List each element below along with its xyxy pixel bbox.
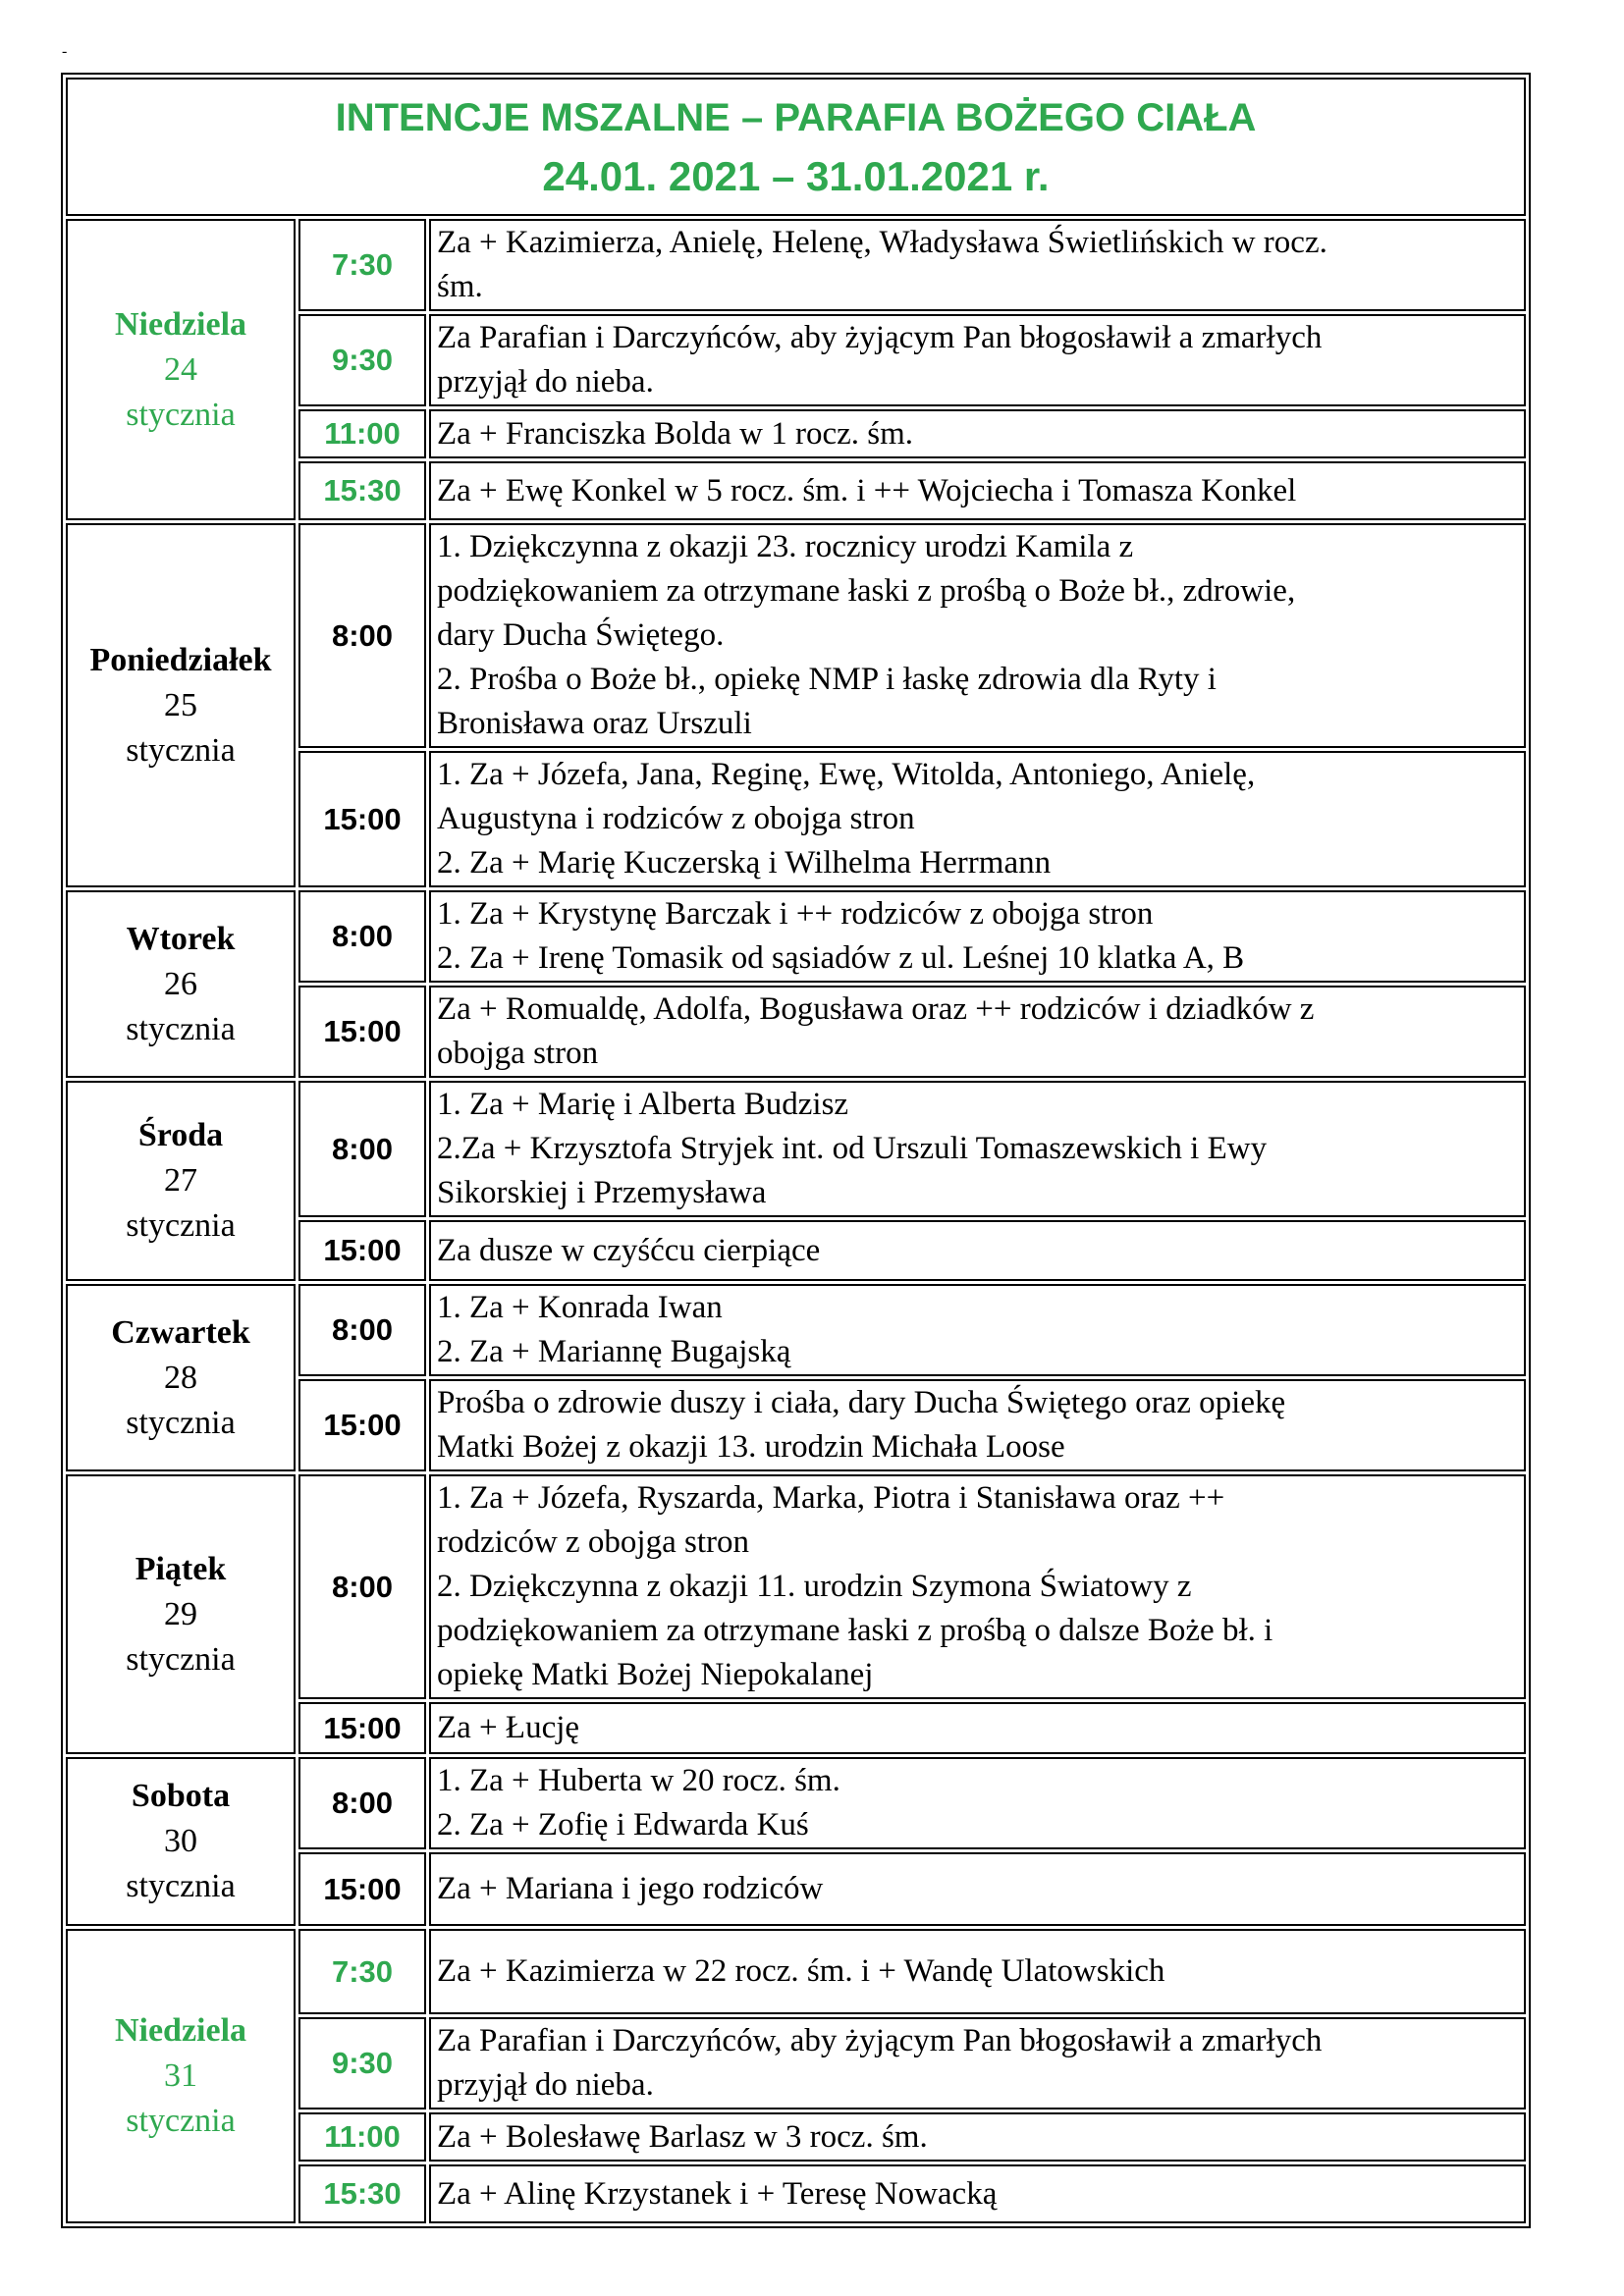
day-cell xyxy=(66,219,296,520)
intention-line: Za + Mariana i jego rodziców xyxy=(437,1871,824,1906)
mass-intention xyxy=(429,2164,1526,2223)
day-name: Piątek xyxy=(135,1550,227,1587)
intention-line: Za Parafian i Darczyńców, aby żyjącym Pan błogosławił a zmarłych xyxy=(437,2023,1323,2058)
intention-line: Za + Kazimierza, Anielę, Helenę, Władysława Świetlińskich w rocz. xyxy=(437,225,1327,260)
mass-time: 7:30 xyxy=(298,1929,426,2014)
mass-intention xyxy=(429,2112,1526,2162)
mass-intention xyxy=(429,409,1526,458)
document-title: INTENCJE MSZALNE – PARAFIA BOŻEGO CIAŁA xyxy=(335,95,1257,139)
day-cell xyxy=(66,1284,296,1471)
mass-intention xyxy=(429,1379,1526,1471)
document-dates: 24.01. 2021 – 31.01.2021 r. xyxy=(542,152,1050,199)
intention-line: Za + Łucję xyxy=(437,1710,580,1745)
mass-intention xyxy=(429,523,1526,748)
intention-line: Prośba o zdrowie duszy i ciała, dary Ducha Świętego oraz opiekę xyxy=(437,1385,1286,1420)
intention-line: 2. Za + Zofię i Edwarda Kuś xyxy=(437,1807,809,1842)
mass-intention xyxy=(429,1081,1526,1217)
mass-row xyxy=(66,523,1526,748)
mass-row xyxy=(66,1284,1526,1376)
day-name: Niedziela xyxy=(114,2012,247,2049)
intention-line: Matki Bożej z okazji 13. urodzin Michała Loose xyxy=(437,1429,1065,1465)
intention-line: 2. Dziękczynna z okazji 11. urodzin Szymona Światowy z xyxy=(437,1569,1192,1604)
mass-intention xyxy=(429,2017,1526,2109)
intention-line: śm. xyxy=(437,269,483,304)
intention-line: Za + Bolesławę Barlasz w 3 rocz. śm. xyxy=(437,2118,928,2155)
day-name: Poniedziałek xyxy=(89,641,272,678)
mass-row xyxy=(66,1474,1526,1699)
intention-line: Za + Franciszka Bolda w 1 rocz. śm. xyxy=(437,415,914,452)
mass-intention xyxy=(429,1929,1526,2014)
mass-time: 8:00 xyxy=(298,523,426,748)
mass-time: 15:30 xyxy=(298,2164,426,2223)
mass-intention xyxy=(429,751,1526,887)
mass-time: 15:00 xyxy=(298,1702,426,1754)
day-cell xyxy=(66,1929,296,2223)
mass-time: 9:30 xyxy=(298,2017,426,2109)
intention-line: rodziców z obojga stron xyxy=(437,1524,749,1560)
day-month: stycznia xyxy=(126,1207,236,1244)
mass-intention xyxy=(429,1220,1526,1281)
header-cell xyxy=(66,78,1526,216)
mass-row xyxy=(66,1081,1526,1217)
mass-time: 15:00 xyxy=(298,986,426,1078)
day-month: stycznia xyxy=(126,731,236,769)
day-name: Wtorek xyxy=(126,920,236,957)
intention-line: Za + Alinę Krzystanek i + Teresę Nowacką xyxy=(437,2175,998,2212)
mass-time: 8:00 xyxy=(298,1474,426,1699)
day-month: stycznia xyxy=(126,1640,236,1678)
day-month: stycznia xyxy=(126,396,236,433)
intention-line: 1. Za + Huberta w 20 rocz. śm. xyxy=(437,1763,840,1798)
mass-time: 8:00 xyxy=(298,1757,426,1849)
day-name: Środa xyxy=(137,1117,224,1153)
intention-line: Za Parafian i Darczyńców, aby żyjącym Pan błogosławił a zmarłych xyxy=(437,320,1323,355)
mass-intention xyxy=(429,890,1526,983)
intention-line: przyjął do nieba. xyxy=(437,364,654,400)
intention-line: Bronisława oraz Urszuli xyxy=(437,706,752,741)
day-number: 31 xyxy=(164,2057,197,2094)
intentions-document xyxy=(61,73,1531,2228)
day-cell xyxy=(66,1757,296,1926)
intention-line: Za + Romualdę, Adolfa, Bogusława oraz ++ rodziców i dziadków z xyxy=(437,991,1315,1027)
intention-line: 2. Za + Mariannę Bugajską xyxy=(437,1334,791,1369)
intention-line: Augustyna i rodziców z obojga stron xyxy=(437,801,915,836)
day-cell xyxy=(66,523,296,887)
corner-mark: - xyxy=(62,43,68,60)
mass-time: 8:00 xyxy=(298,1081,426,1217)
mass-intention xyxy=(429,219,1526,311)
mass-time: 15:00 xyxy=(298,1852,426,1926)
intention-line: dary Ducha Świętego. xyxy=(437,617,725,653)
day-number: 24 xyxy=(164,350,197,388)
day-number: 30 xyxy=(164,1823,197,1859)
intention-line: podziękowaniem za otrzymane łaski z prośbą o Boże bł., zdrowie, xyxy=(437,573,1296,609)
day-month: stycznia xyxy=(126,1868,236,1904)
mass-row xyxy=(66,1757,1526,1849)
mass-intention xyxy=(429,314,1526,406)
day-month: stycznia xyxy=(126,1010,236,1047)
day-number: 25 xyxy=(164,686,197,723)
mass-intention xyxy=(429,1757,1526,1849)
day-month: stycznia xyxy=(126,1404,236,1441)
day-number: 29 xyxy=(164,1595,197,1632)
day-month: stycznia xyxy=(126,2103,236,2139)
intention-line: Za + Kazimierza w 22 rocz. śm. i + Wandę Ulatowskich xyxy=(437,1953,1165,1989)
day-cell xyxy=(66,1081,296,1281)
mass-time: 11:00 xyxy=(298,2112,426,2162)
day-number: 28 xyxy=(164,1359,197,1396)
intention-line: Za dusze w czyśćcu cierpiące xyxy=(437,1232,821,1268)
intention-line: 2. Prośba o Boże bł., opiekę NMP i łaskę zdrowia dla Ryty i xyxy=(437,662,1217,697)
intention-line: 2. Za + Marię Kuczerską i Wilhelma Herrmann xyxy=(437,845,1052,881)
mass-time: 15:00 xyxy=(298,751,426,887)
intention-line: 1. Za + Józefa, Jana, Reginę, Ewę, Witolda, Antoniego, Anielę, xyxy=(437,757,1256,792)
day-number: 26 xyxy=(164,965,197,1002)
intention-line: przyjął do nieba. xyxy=(437,2067,654,2103)
mass-time: 8:00 xyxy=(298,1284,426,1376)
mass-intention xyxy=(429,1474,1526,1699)
intention-line: 1. Za + Konrada Iwan xyxy=(437,1290,723,1325)
day-name: Czwartek xyxy=(111,1313,250,1351)
day-cell xyxy=(66,1474,296,1754)
intention-line: obojga stron xyxy=(437,1036,599,1071)
mass-time: 15:00 xyxy=(298,1220,426,1281)
mass-time: 15:00 xyxy=(298,1379,426,1471)
mass-intention xyxy=(429,1702,1526,1754)
mass-row xyxy=(66,1929,1526,2014)
mass-intention xyxy=(429,986,1526,1078)
mass-time: 8:00 xyxy=(298,890,426,983)
intentions-table xyxy=(61,73,1531,2228)
day-cell xyxy=(66,890,296,1078)
mass-row xyxy=(66,890,1526,983)
mass-time: 9:30 xyxy=(298,314,426,406)
day-name: Sobota xyxy=(131,1778,231,1814)
mass-intention xyxy=(429,1852,1526,1926)
intention-line: opiekę Matki Bożej Niepokalanej xyxy=(437,1657,874,1692)
intention-line: 2. Za + Irenę Tomasik od sąsiadów z ul. Leśnej 10 klatka A, B xyxy=(437,940,1245,976)
intention-line: podziękowaniem za otrzymane łaski z prośbą o dalsze Boże bł. i xyxy=(437,1613,1273,1648)
intention-line: 2.Za + Krzysztofa Stryjek int. od Urszuli Tomaszewskich i Ewy xyxy=(437,1131,1268,1166)
mass-intention xyxy=(429,461,1526,520)
intention-line: 1. Za + Krystynę Barczak i ++ rodziców z obojga stron xyxy=(437,896,1154,932)
intention-line: 1. Dziękczynna z okazji 23. rocznicy urodzi Kamila z xyxy=(437,529,1134,564)
intention-line: 1. Za + Marię i Alberta Budzisz xyxy=(437,1087,849,1122)
day-number: 27 xyxy=(164,1162,197,1199)
header-row xyxy=(66,78,1526,216)
mass-time: 11:00 xyxy=(298,409,426,458)
mass-intention xyxy=(429,1284,1526,1376)
intention-line: 1. Za + Józefa, Ryszarda, Marka, Piotra i Stanisława oraz ++ xyxy=(437,1480,1225,1516)
intention-line: Za + Ewę Konkel w 5 rocz. śm. i ++ Wojciecha i Tomasza Konkel xyxy=(437,472,1297,508)
day-name: Niedziela xyxy=(114,305,247,343)
mass-time: 7:30 xyxy=(298,219,426,311)
intention-line: Sikorskiej i Przemysława xyxy=(437,1175,767,1210)
mass-time: 15:30 xyxy=(298,461,426,520)
mass-row xyxy=(66,219,1526,311)
